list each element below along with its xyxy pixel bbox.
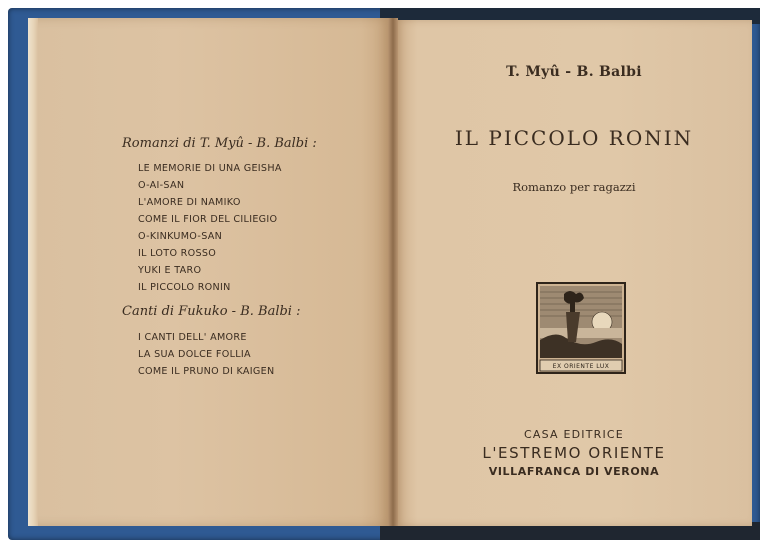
book-list: [122, 136, 362, 380]
book-title: IL PICCOLO RONIN: [454, 126, 694, 150]
publisher-house-label: CASA EDITRICE: [524, 428, 624, 441]
list-item: I CANTI DELL' AMORE: [138, 332, 247, 343]
subtitle: Romanzo per ragazzi: [512, 180, 636, 194]
authors: T. Myû - B. Balbi: [506, 64, 642, 80]
left-page-edge: [28, 18, 38, 526]
list-item: COME IL PRUNO DI KAIGEN: [138, 366, 275, 377]
section-heading-canti: Canti di Fukuko - B. Balbi :: [122, 304, 301, 319]
list-item: LA SUA DOLCE FOLLIA: [138, 349, 251, 360]
list-item: L'AMORE DI NAMIKO: [138, 197, 241, 208]
romanzi-list: [138, 160, 362, 296]
publisher-name: L'ESTREMO ORIENTE: [482, 444, 666, 462]
publisher-emblem: [536, 282, 626, 374]
list-item: O-KINKUMO-SAN: [138, 231, 223, 242]
list-item: IL LOTO ROSSO: [138, 248, 217, 259]
list-item: COME IL FIOR DEL CILIEGIO: [138, 214, 278, 225]
publisher-location: VILLAFRANCA DI VERONA: [488, 465, 660, 478]
list-item: LE MEMORIE DI UNA GEISHA: [138, 163, 282, 174]
section-heading-romanzi: Romanzi di T. Myû - B. Balbi :: [122, 136, 317, 151]
list-item: YUKI E TARO: [138, 265, 202, 276]
emblem-label: EX ORIENTE LUX: [552, 363, 610, 370]
list-item: IL PICCOLO RONIN: [138, 282, 231, 293]
canti-list: [138, 329, 362, 380]
list-item: O-AI-SAN: [138, 180, 185, 191]
